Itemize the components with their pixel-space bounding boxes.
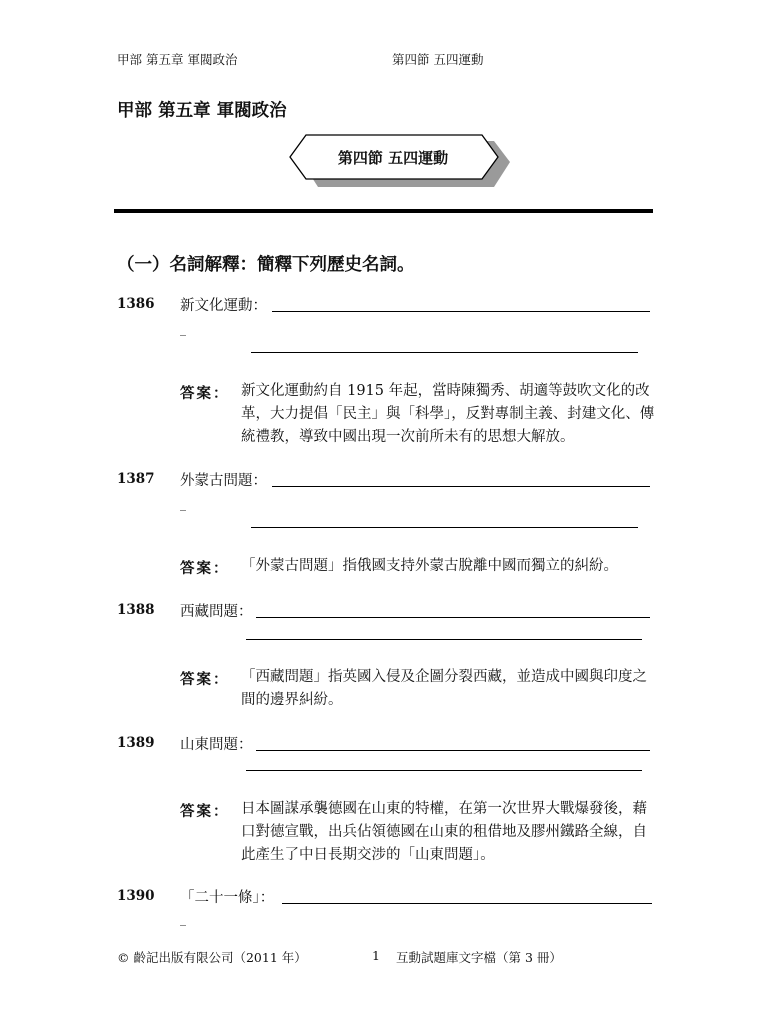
page-number: 1	[372, 948, 380, 963]
answer-blank-line[interactable]	[256, 750, 650, 751]
answer-blank-line[interactable]	[246, 639, 642, 640]
divider-rule	[114, 209, 653, 213]
chapter-title: 甲部 第五章 軍閥政治	[117, 101, 287, 121]
line-continuation: _	[180, 912, 186, 926]
line-continuation: _	[180, 497, 186, 511]
answer-blank-line[interactable]	[256, 617, 650, 618]
answer-blank-line[interactable]	[272, 311, 650, 312]
question-term: 新文化運動：	[180, 298, 267, 314]
answer-text: 「外蒙古問題」指俄國支持外蒙古脫離中國而獨立的糾紛。	[241, 558, 618, 574]
question-number: 1390	[117, 888, 155, 904]
answer-label: 答案：	[180, 560, 230, 577]
answer-blank-line[interactable]	[272, 486, 650, 487]
line-continuation: _	[180, 322, 186, 336]
question-number: 1386	[117, 296, 155, 312]
answer-text: 「西藏問題」指英國入侵及企圖分裂西藏，並造成中國與印度之間的邊界糾紛。	[241, 669, 647, 708]
footer-publisher: © 齡記出版有限公司（2011 年）	[117, 950, 307, 965]
answer-blank-line[interactable]	[246, 770, 642, 771]
question-term: 西藏問題：	[180, 604, 253, 620]
question-number: 1389	[117, 735, 155, 751]
answer-label: 答案：	[180, 803, 230, 820]
question-term: 山東問題：	[180, 737, 253, 753]
answer-label: 答案：	[180, 671, 230, 688]
running-header-chapter: 甲部 第五章 軍閥政治	[117, 52, 238, 67]
answer-text: 日本圖謀承襲德國在山東的特權，在第一次世界大戰爆發後，藉口對德宣戰，出兵佔領德國在山東的租借地及膠州鐵路全線，自此產生了中日長期交涉的「山東問題」。	[241, 801, 647, 863]
answer-blank-line[interactable]	[251, 352, 638, 353]
section-heading: （一）名詞解釋：簡釋下列歷史名詞。	[117, 255, 415, 275]
answer-text: 新文化運動約自 1915 年起，當時陳獨秀、胡適等鼓吹文化的改革，大力提倡「民主」與「科學」，反對專制主義、封建文化、傳統禮教，導致中國出現一次前所未有的思想大解放。	[241, 383, 655, 445]
answer-blank-line[interactable]	[282, 903, 652, 904]
section-banner-title: 第四節 五四運動	[337, 148, 449, 167]
question-number: 1387	[117, 471, 155, 487]
question-term: 外蒙古問題：	[180, 473, 267, 489]
answer-label: 答案：	[180, 385, 230, 402]
footer-book-title: 互動試題庫文字檔（第 3 冊）	[396, 950, 562, 965]
question-number: 1388	[117, 602, 155, 618]
question-term: 「二十一條」：	[180, 890, 275, 906]
section-banner	[288, 134, 514, 196]
answer-blank-line[interactable]	[251, 527, 638, 528]
running-header-section: 第四節 五四運動	[392, 52, 484, 67]
